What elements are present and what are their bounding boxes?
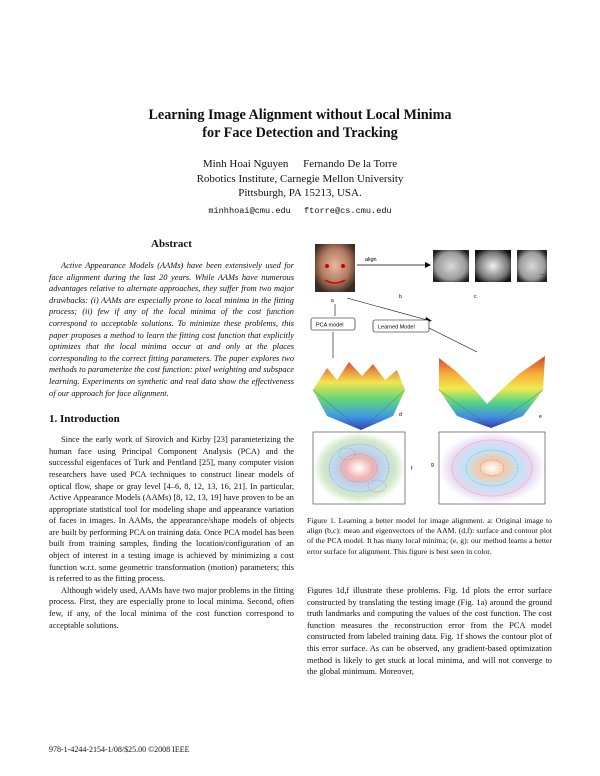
figure-label-d: d — [399, 412, 402, 418]
pca-contour-plot — [313, 432, 405, 504]
title-line-1: Learning Image Alignment without Local Minima — [148, 107, 452, 123]
eigen-face-image-1 — [475, 250, 511, 282]
figure-caption: Figure 1. Learning a better model for image alignment. a: Original image to align (b,c): mean and eigenvectors of the AAM. (d,f): surface and contour plot of the PCA model. It has many local minima; (e, g): our method learns a better error surface for alignment. This figure is best seen in color. — [307, 516, 552, 556]
right-column-text — [307, 585, 552, 678]
author-2: Fernando De la Torre — [303, 158, 398, 170]
author-names — [0, 157, 600, 172]
emails — [0, 204, 600, 219]
affiliation: Robotics Institute, Carnegie Mellon University — [196, 172, 404, 185]
left-column — [49, 238, 294, 631]
intro-paragraph-1: Since the early work of Sirovich and Kirby [23] parameterizing the human face using Principal Component Analysis (PCA) and the successful eigenfaces of Turk and Pentland [25], many computer vision researchers have used PCA techniques to construct linear models of optical flow, shape or gray level [4–6, 8, 12, 13, 16, 21]. In particular, Active Appearance Models (AAMs) [8, 12, 13, 19] have proven to be an appropriate statistical tool for modeling shape and appearance variation of faces in images. In AAMs, the appearance/shape models of objects are built by performing PCA on training data. Once PCA model has been built from training samples, finding the location/configuration of an object of interest in a testing image is achieved by minimizing a cost function w.r.t. some geometric transformation (motion) parameters; this is referred to as the fitting process. — [49, 435, 294, 584]
introduction-heading: 1. Introduction — [49, 413, 120, 426]
landmark-mark — [325, 264, 329, 268]
figure-caption-block — [307, 516, 552, 557]
title-line-2: for Face Detection and Tracking — [202, 125, 398, 141]
right-paragraph: Figures 1d,f illustrate these problems. Fig. 1d plots the error surface constructed by translating the testing image (Fig. 1a) around the ground truth landmarks and computing the values of the cost function. The cost function measures the reconstruction error from the PCA model constructed from labeled training data. Fig. 1f shows the contour plot of this error surface. As can be observed, any gradient-based optimization method is likely to get stuck at local minima, and will not converge to the global minimum. Moreover, — [307, 586, 552, 677]
input-face-image — [315, 244, 355, 292]
abstract-text: Active Appearance Models (AAMs) have been extensively used for face alignment during the last 20 years. While AAMs have numerous advantages relative to alternate approaches, they suffer from two major drawbacks: (i) AAMs are especially prone to local minima in the fitting process; (ii) few if any of the local minima of the cost function correspond to acceptable solutions. To minimize these problems, this paper proposes a method to learn the fitting cost function that explicitly optimizes that the local minima occur at and only at the places corresponding to the correct fitting parameters. The paper explores two methods to parameterize the cost function: pixel weighting and subspace learning. Experiments on synthetic and real data show the effectiveness of our approach for face alignment. — [49, 261, 294, 398]
eigen-face-image-2 — [517, 250, 547, 282]
figure-label-a: a — [331, 298, 334, 304]
figure-label-g: g — [431, 462, 434, 468]
arrow-head — [425, 262, 431, 268]
intro-paragraph-2: Although widely used, AAMs have two major problems in the fitting process. First, they are especially prone to local minima. Second, often few, if any, of the local minima of the cost function correspond to acceptable solutions. — [49, 585, 294, 630]
more-images-ellipsis: ... — [539, 270, 545, 277]
pca-error-surface — [313, 362, 405, 430]
mean-face-image — [433, 250, 469, 282]
align-label: align — [365, 257, 377, 263]
figure-label-f: f — [411, 466, 413, 472]
figure-1 — [307, 240, 552, 510]
email-2: ftorre@cs.cmu.edu — [304, 205, 392, 216]
learned-error-surface — [439, 356, 545, 428]
pca-model-label: PCA model — [316, 322, 344, 329]
learned-contour-plot — [439, 432, 545, 504]
author-block — [0, 157, 600, 218]
copyright-footer: 978-1-4244-2154-1/08/$25.00 ©2008 IEEE — [49, 745, 190, 754]
landmark-mark — [341, 264, 345, 268]
arrow-to-surface-e — [429, 328, 477, 352]
email-1: minhhoai@cmu.edu — [208, 205, 291, 216]
learned-model-label: Learned Model — [378, 324, 415, 331]
abstract-heading: Abstract — [151, 238, 192, 250]
figure-label-b: b — [399, 294, 402, 300]
author-1: Minh Hoai Nguyen — [202, 158, 289, 170]
figure-label-e: e — [539, 414, 542, 420]
address: Pittsburgh, PA 15213, USA. — [238, 187, 362, 199]
arrow-to-learned — [347, 298, 427, 320]
figure-label-c: c — [474, 294, 477, 300]
paper-title — [0, 106, 600, 142]
